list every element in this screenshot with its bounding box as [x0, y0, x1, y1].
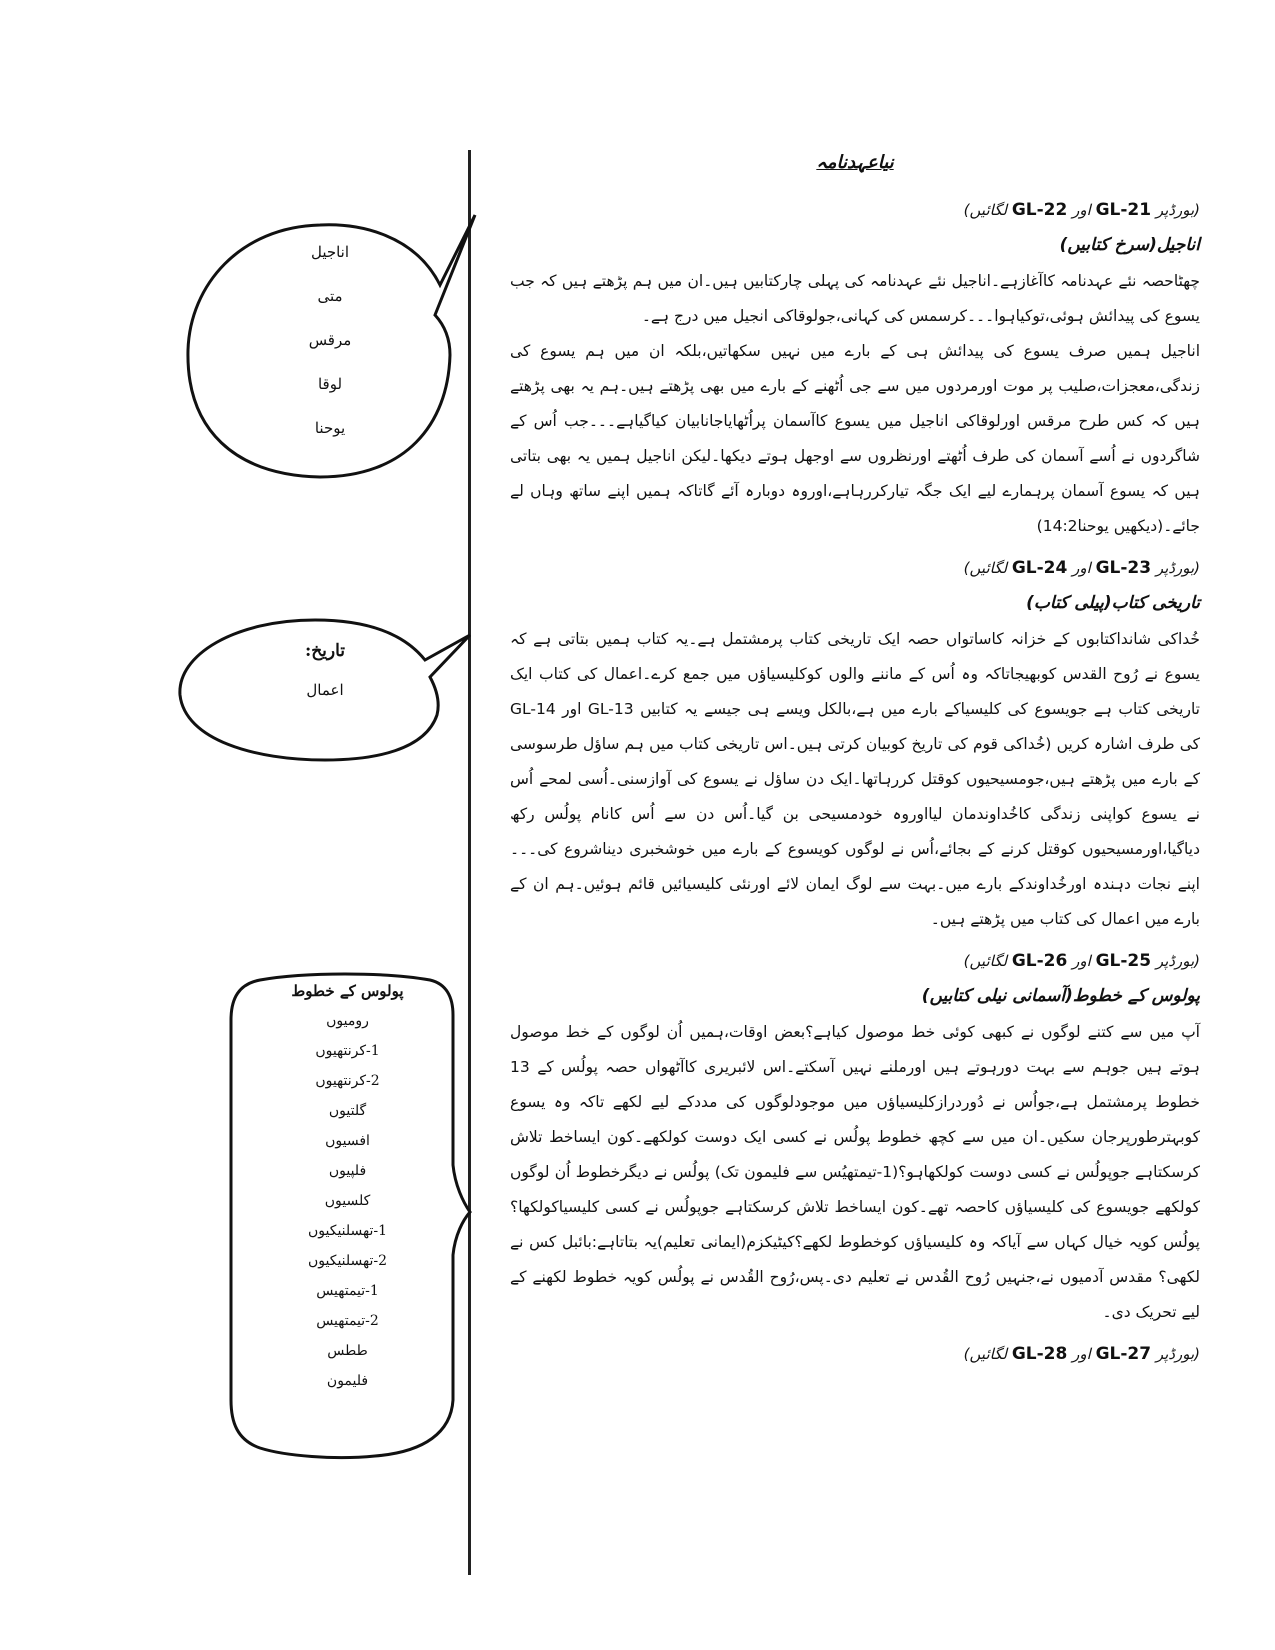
- epistles-list: [225, 984, 470, 1404]
- epistle-item: رومیوں: [326, 1013, 369, 1029]
- instruction-and: اور: [1072, 1345, 1091, 1363]
- section-heading-history: تاریخی کتاب(پیلی کتاب): [1026, 593, 1200, 613]
- board-code: GL-28: [1011, 1344, 1068, 1364]
- instruction-and: اور: [1072, 201, 1091, 219]
- epistle-item: 2-تیمتھیس: [316, 1313, 379, 1329]
- paragraph: اناجیل ہمیں صرف یسوع کی پیدائش ہی کے بارے میں نہیں سکھاتیں،بلکہ ان میں ہم یسوع کی زندگی،معجزات،صلیب پر موت اورمردوں میں سے جی اُٹھنے کے بارے میں بھی پڑھتے ہیں۔ہم یہ بھی پڑھتے ہیں کہ کس طرح مرقس اورلوقاکی اناجیل میں یسوع کاآسمان پراُٹھایاجانابیان کیاگیاہے۔۔۔جب اُس کے شاگردوں نے اُسے آسمان کی طرف اُٹھتے اورنظروں سے اوجھل ہوتے دیکھا۔لیکن اناجیل ہمیں یہ بھی بتاتی ہیں کہ یسوع آسمان پرہمارے لیے ایک جگہ تیارکررہاہے،اوروہ دوبارہ آئے گاتاکہ ہمیں اپنے ساتھ وہاں لے جائے۔(دیکھیں یوحنا14:2): [510, 342, 1200, 535]
- instruction-prefix: (بورڈپر: [1155, 201, 1200, 219]
- board-instruction: [510, 554, 1200, 582]
- paragraph: خُداکی شانداکتابوں کے خزانہ کاساتواں حصہ ایک تاریخی کتاب پرمشتمل ہے۔یہ کتاب ہمیں بتاتی ہے کہ یسوع نے رُوح القدس کوبھیجاتاکہ وہ اُس کے ماننے والوں کوکلیسیاؤں میں جمع کرے۔اعمال کی کتاب ایک تاریخی کتاب ہے جویسوع کی کلیسیاکے بارے میں ہے،بالکل ویسے ہی جیسے یہ کتابیں GL-13 اور GL-14 کی طرف اشارہ کریں (خُداکی قوم کی تاریخ کوبیان کرتی ہیں۔اس تاریخی کتاب میں ہم ساؤل طرسوسی کے بارے میں پڑھتے ہیں،جومسیحیوں کوقتل کررہاتھا۔ایک دن ساؤل نے یسوع کی آوازسنی۔اُسی لمحے اُس نے یسوع کواپنی زندگی کاخُداوندمان لیااوروہ خودمسیحی بن گیا۔اُس دن سے اُس کانام پولُس رکھ دیاگیا،اورمسیحیوں کوقتل کرنے کے بجائے،اُس نے لوگوں کویسوع کے بارے میں خوشخبری دیناشروع کی۔۔۔اپنے نجات دہندہ اورخُداوندکے بارے میں۔بہت سے لوگ ایمان لائے اورنئی کلیسیائیں قائم ہوئیں۔ہم ان کے بارے میں اعمال کی کتاب میں پڑھتے ہیں۔: [510, 630, 1200, 928]
- board-instruction: [510, 196, 1200, 224]
- section-heading-epistles: پولوس کے خطوط(آسمانی نیلی کتابیں): [921, 986, 1200, 1006]
- board-code: GL-26: [1011, 951, 1068, 971]
- board-instruction: [510, 1340, 1200, 1368]
- board-code: GL-21: [1095, 200, 1152, 220]
- board-code: GL-22: [1011, 200, 1068, 220]
- gospels-speech-bubble: [180, 215, 480, 485]
- main-content: [510, 196, 1200, 1374]
- board-code: GL-25: [1095, 951, 1152, 971]
- epistles-title: پولوس کے خطوط: [291, 982, 404, 1000]
- gospels-item: متی: [317, 287, 343, 305]
- epistle-item: 1-تیمتھیس: [316, 1283, 379, 1299]
- epistle-item: 1-کرنتھیوں: [315, 1043, 380, 1059]
- board-code: GL-27: [1095, 1344, 1152, 1364]
- instruction-suffix: لگائیں): [963, 559, 1008, 577]
- epistle-item: کلسیوں: [324, 1193, 371, 1209]
- gospels-item: مرقس: [308, 331, 352, 349]
- board-code: GL-24: [1011, 558, 1068, 578]
- epistle-item: گلتیوں: [328, 1103, 367, 1119]
- history-speech-bubble: [175, 615, 475, 765]
- instruction-and: اور: [1072, 952, 1091, 970]
- paragraph: چھٹاحصہ نئے عہدنامہ کاآغازہے۔اناجیل نئے عہدنامہ کی پہلی چارکتابیں ہیں۔ان میں ہم پڑھتے ہیں کہ جب یسوع کی پیدائش ہوئی،توکیاہوا۔۔۔کرسمس کی کہانی،جولوقاکی انجیل میں درج ہے۔: [510, 272, 1200, 325]
- instruction-prefix: (بورڈپر: [1155, 1345, 1200, 1363]
- epistle-item: فلپیوں: [328, 1163, 367, 1179]
- epistle-item: فلیمون: [326, 1373, 369, 1389]
- gospels-item: لوقا: [317, 375, 343, 393]
- board-instruction: [510, 947, 1200, 975]
- epistle-item: افسیوں: [325, 1133, 370, 1149]
- instruction-suffix: لگائیں): [963, 952, 1008, 970]
- instruction-prefix: (بورڈپر: [1155, 559, 1200, 577]
- epistles-speech-bubble: [225, 970, 470, 1460]
- epistle-item: 2-تھسلنیکیوں: [307, 1253, 388, 1269]
- board-code: GL-23: [1095, 558, 1152, 578]
- epistle-item: ططس: [327, 1343, 368, 1359]
- gospels-list: [180, 245, 480, 465]
- history-item: اعمال: [306, 681, 344, 699]
- paragraph: آپ میں سے کتنے لوگوں نے کبھی کوئی خط موصول کیاہے؟بعض اوقات،ہمیں اُن لوگوں کے خط موصول ہوتے ہیں جوہم سے بہت دورہوتے ہیں اورملنے نہیں آسکتے۔اس لائبریری کاآٹھواں حصہ پولُس کے 13 خطوط پرمشتمل ہے،جواُس نے دُوردرازکلیسیاؤں میں موجودلوگوں کی مددکے لیے لکھے تاکہ وہ یسوع کوبہترطورپرجان سکیں۔ان میں سے کچھ خطوط پولُس نے کسی ایک دوست کولکھے۔کون ایساخط تلاش کرسکتاہے جوپولُس نے کسی دوست کولکھاہو؟(1-تیمتھیُس سے فلیمون تک) پولُس نے دیگرخطوط اُن لوگوں کولکھے جویسوع کی کلیسیاؤں کاحصہ تھے۔کون ایساخط تلاش کرسکتاہے جوپولُس نے کسی کلیسیاکولکھا؟پولُس کویہ خیال کہاں سے آیاکہ وہ کلیسیاؤں کوخطوط لکھے؟کیٹیکزم(ایمانی تعلیم)یہ بتاتاہے:بائبل کس نے لکھی؟ مقدس آدمیوں نے،جنہیں رُوح القُدس نے تعلیم دی۔پس،رُوح القُدس نے پولُس کویہ خطوط لکھنے کے لیے تحریک دی۔: [510, 1023, 1201, 1321]
- epistle-item: 1-تھسلنیکیوں: [307, 1223, 388, 1239]
- instruction-suffix: لگائیں): [963, 1345, 1008, 1363]
- instruction-and: اور: [1072, 559, 1091, 577]
- section-heading-gospels: اناجیل(سرخ کتابیں): [1059, 235, 1200, 255]
- epistle-item: 2-کرنتھیوں: [315, 1073, 380, 1089]
- history-list: [175, 643, 475, 713]
- history-title: تاریخ:: [304, 641, 346, 661]
- page-title: نیاعہدنامہ: [816, 152, 894, 173]
- instruction-prefix: (بورڈپر: [1155, 952, 1200, 970]
- gospels-item: یوحنا: [314, 419, 346, 437]
- instruction-suffix: لگائیں): [963, 201, 1008, 219]
- gospels-item: اناجیل: [310, 243, 350, 261]
